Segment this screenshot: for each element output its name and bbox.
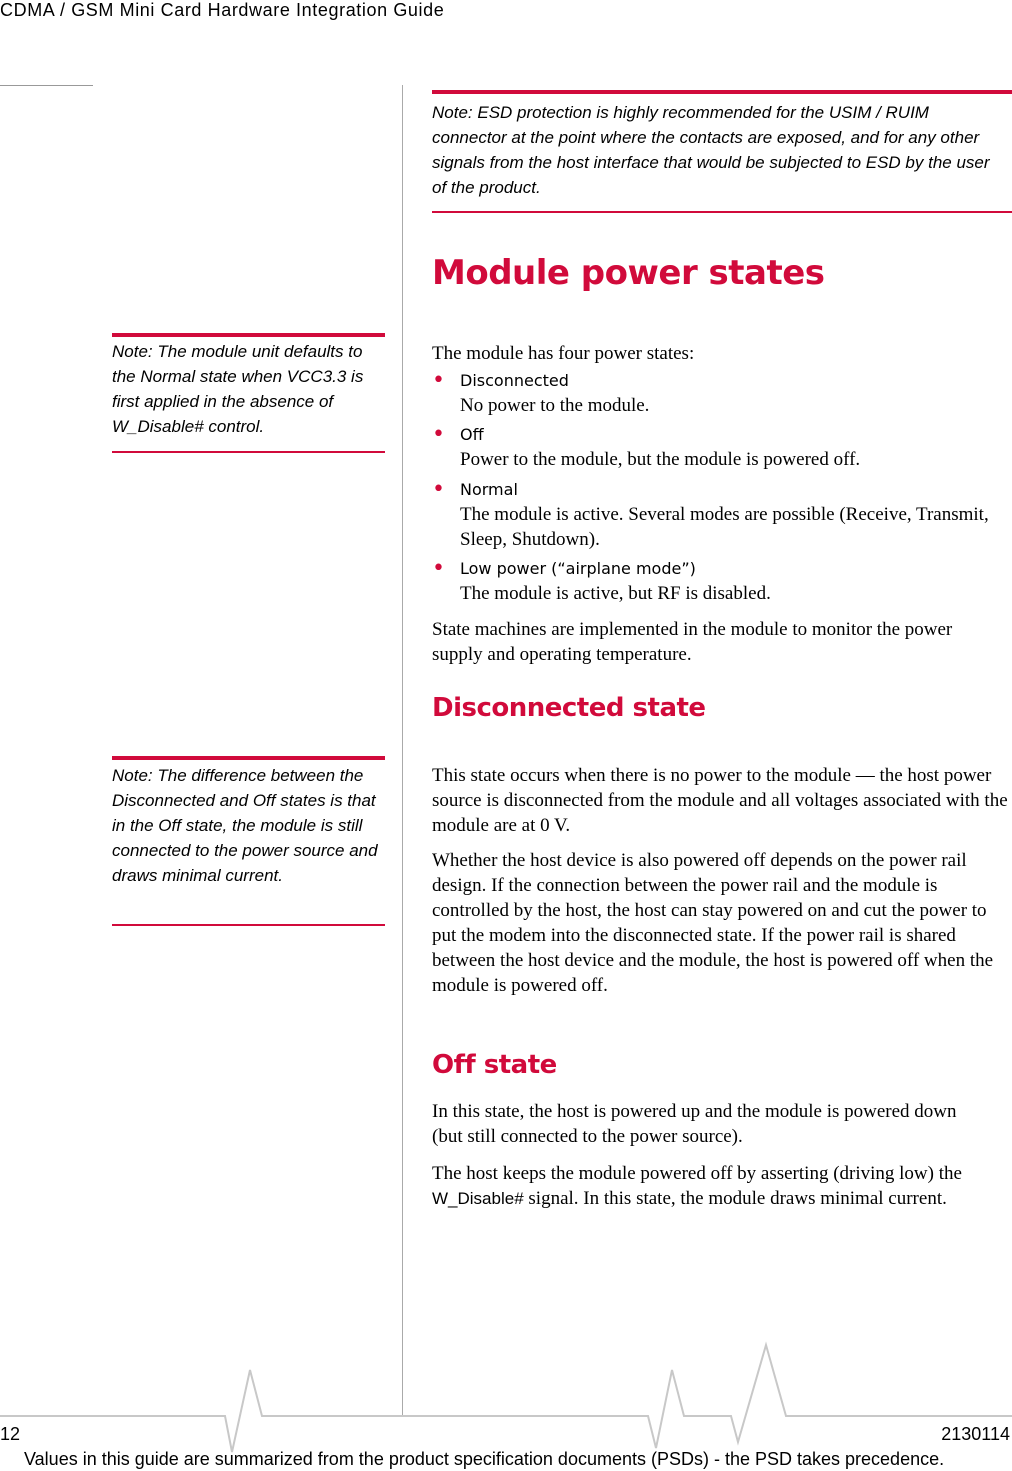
state-desc: Power to the module, but the module is powered off. <box>460 449 861 470</box>
note-bottom-rule <box>432 211 1012 213</box>
off-p1: In this state, the host is powered up and the module is powered down (but still connected to the power source). <box>432 1101 957 1147</box>
header-rule <box>0 85 93 86</box>
closing-text: State machines are implemented in the module to monitor the power supply and operating temperature. <box>432 619 953 665</box>
note-top-rule <box>432 90 1012 94</box>
side-note-bottom-rule <box>112 451 385 453</box>
column-divider <box>402 85 403 1417</box>
default-state-note: Note: The module unit defaults to the Normal state when VCC3.3 is first applied in the absence of W_Disable# control. <box>112 342 364 436</box>
document-number: 2130114 <box>941 1424 1010 1444</box>
disconnected-p2: Whether the host device is also powered off depends on the power rail design. If the connection between the power rail and the module is controlled by the host, the host can stay powered on and cut the power to put the modem into the disconnected state. If the power rail is shared between the host device and the module, the host is powered off when the module is powered off. <box>432 850 994 996</box>
state-term: Normal <box>460 480 518 499</box>
bullet-icon: • <box>432 422 445 447</box>
esd-note: Note: ESD protection is highly recommended for the USIM / RUIM connector at the point where the contacts are exposed, and for any other signals from the host interface that would be subjected to ESD by the user of the product. <box>432 103 990 197</box>
state-desc: The module is active. Several modes are possible (Receive, Transmit, Sleep, Shutdown). <box>460 504 989 550</box>
difference-note: Note: The difference between the Disconnected and Off states is that in the Off state, the module is still connected to the power source and draws minimal current. <box>112 766 378 885</box>
off-p2-text-end: signal. In this state, the module draws minimal current. <box>523 1188 947 1209</box>
bullet-icon: • <box>432 477 445 502</box>
bullet-icon: • <box>432 368 445 393</box>
side-note-bottom-rule <box>112 924 385 926</box>
off-title: Off state <box>432 1050 557 1080</box>
state-term: Off <box>460 425 484 444</box>
disconnected-p1: This state occurs when there is no power to the module — the host power source is disconnected from the module and all voltages associated with the module are at 0 V. <box>432 765 1008 836</box>
footer-note: Values in this guide are summarized from the product specification documents (PSDs) - the PSD takes precedence. <box>24 1449 945 1469</box>
section-title: Module power states <box>432 253 825 293</box>
state-desc: No power to the module. <box>460 395 650 416</box>
side-note-top-rule <box>112 333 385 337</box>
signal-name: W_Disable# <box>432 1189 524 1208</box>
off-p2-text: The host keeps the module powered off by asserting (driving low) the <box>432 1163 962 1184</box>
intro-text: The module has four power states: <box>432 343 695 364</box>
page-number: 12 <box>0 1424 21 1444</box>
bullet-icon: • <box>432 556 445 581</box>
disconnected-title: Disconnected state <box>432 693 706 723</box>
side-note-top-rule <box>112 756 385 760</box>
off-p2 <box>432 1161 977 1211</box>
running-header: CDMA / GSM Mini Card Hardware Integration Guide <box>0 0 445 20</box>
state-desc: The module is active, but RF is disabled. <box>460 583 771 604</box>
state-term: Disconnected <box>460 371 569 390</box>
state-term: Low power (“airplane mode”) <box>460 559 696 578</box>
